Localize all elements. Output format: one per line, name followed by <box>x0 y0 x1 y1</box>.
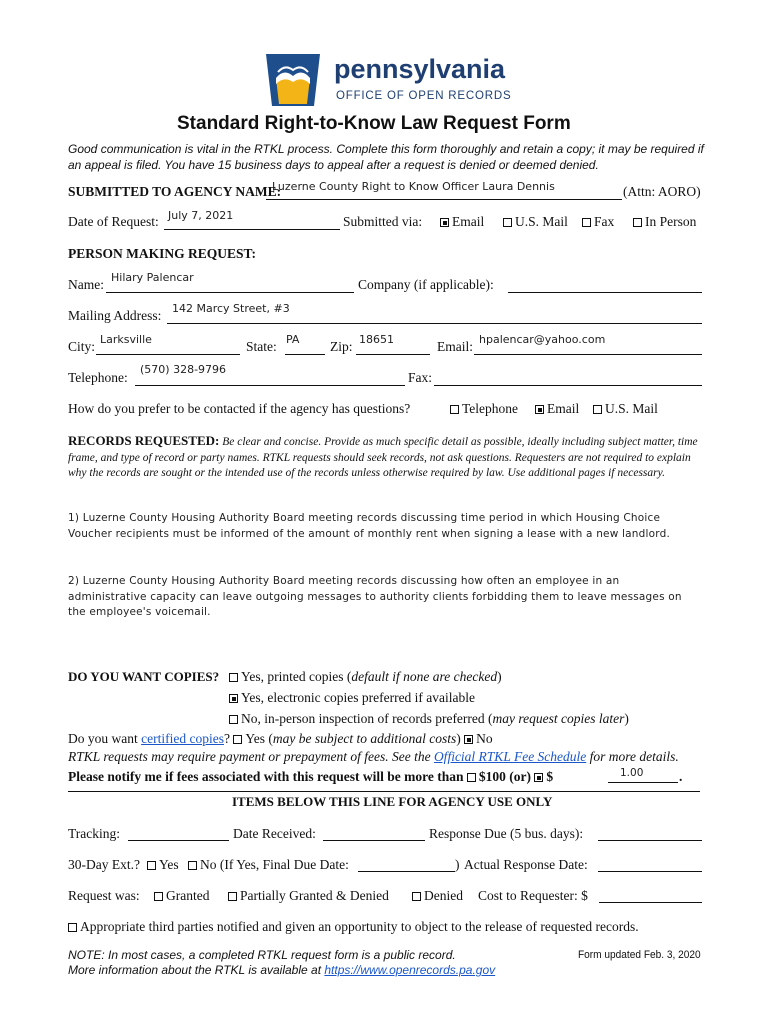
checkbox-icon[interactable] <box>593 405 602 414</box>
email-field[interactable]: hpalencar@yahoo.com <box>479 333 606 346</box>
agency-divider <box>68 791 700 792</box>
state-field[interactable]: PA <box>286 333 300 346</box>
certified-copies-link[interactable]: certified copies <box>141 731 224 746</box>
checkbox-icon[interactable] <box>503 218 512 227</box>
records-item-2: 2) Luzerne County Housing Authority Board meeting records discussing how often an employee in an administrative capacity can leave outgoing messages to authority clients forbidding them to leave messages on the employee's voicemail. <box>68 575 682 618</box>
cost-label: Cost to Requester: $ <box>478 888 588 903</box>
granted-option[interactable]: Granted <box>154 888 209 904</box>
records-block <box>68 433 704 482</box>
form-updated: Form updated Feb. 3, 2020 <box>578 949 701 961</box>
partial-option[interactable]: Partially Granted & Denied <box>228 888 389 904</box>
address-field[interactable]: 142 Marcy Street, #3 <box>172 302 290 315</box>
state-label: State: <box>246 339 277 354</box>
third-parties-option[interactable]: Appropriate third parties notified and given an opportunity to object to the release of requested records. <box>68 919 639 935</box>
logo <box>262 48 522 110</box>
name-field[interactable]: Hilary Palencar <box>111 271 194 284</box>
fax-field[interactable] <box>434 385 702 386</box>
via-in-person-option[interactable]: In Person <box>633 214 696 230</box>
footer-note: NOTE: In most cases, a completed RTKL request form is a public record. <box>68 948 456 962</box>
response-due-field[interactable] <box>598 840 702 841</box>
notify-custom-option[interactable]: $ <box>534 769 553 784</box>
footer-more-info: More information about the RTKL is available at https://www.openrecords.pa.gov <box>68 963 496 977</box>
checkbox-icon[interactable] <box>229 673 238 682</box>
checkbox-icon[interactable] <box>412 892 421 901</box>
date-label: Date of Request: <box>68 214 159 229</box>
tracking-field[interactable] <box>128 840 229 841</box>
certified-row: Do you want certified copies? Yes (may be subject to additional costs) No <box>68 731 493 746</box>
request-was-label: Request was: <box>68 888 140 903</box>
date-received-field[interactable] <box>323 840 425 841</box>
certified-no-option[interactable]: No <box>464 731 493 746</box>
checkbox-icon[interactable] <box>228 892 237 901</box>
records-item-1: 1) Luzerne County Housing Authority Board meeting records discussing time period in which Housing Choice Voucher recipients must be informed of the amount of monthly rent when signing a lease with a new landlord. <box>68 512 670 540</box>
submitted-to-label: SUBMITTED TO AGENCY NAME: <box>68 184 282 199</box>
keystone-book-icon <box>262 48 324 110</box>
date-field[interactable]: July 7, 2021 <box>168 209 234 222</box>
checkbox-icon[interactable] <box>233 735 242 744</box>
notify-row: Please notify me if fees associated with this request will be more than $100 (or) $ <box>68 769 554 784</box>
date-received-label: Date Received: <box>233 826 316 841</box>
phone-label: Telephone: <box>68 370 128 385</box>
records-description: Be clear and concise. Provide as much specific detail as possible, ideally including subject matter, time frame, and type of record or party names. RTKL requests should seek records, not ask questions. Requesters are not required to explain why the records are sought or the intended use of the records unless otherwise required by law. Use additional pages if necessary. <box>68 436 698 479</box>
checkbox-icon[interactable] <box>68 923 77 932</box>
requester-heading: PERSON MAKING REQUEST: <box>68 246 257 261</box>
fees-row: RTKL requests may require payment or prepayment of fees. See the Official RTKL Fee Schedule for more details. <box>68 749 679 764</box>
copies-inspection-option[interactable]: No, in-person inspection of records preferred (may request copies later) <box>229 711 629 727</box>
via-mail-option[interactable]: U.S. Mail <box>503 214 568 230</box>
checkbox-icon[interactable] <box>467 773 476 782</box>
form-title: Standard Right-to-Know Law Request Form <box>177 113 571 134</box>
logo-name: pennsylvania <box>334 54 506 84</box>
submitted-via-label: Submitted via: <box>343 214 423 229</box>
notify-100-option[interactable]: $100 (or) <box>467 769 531 784</box>
checkbox-icon[interactable] <box>582 218 591 227</box>
agency-name-field[interactable]: Luzerne County Right to Know Officer Laura Dennis <box>272 180 555 193</box>
via-email-option[interactable]: Email <box>440 214 484 230</box>
via-fax-option[interactable]: Fax <box>582 214 614 230</box>
address-label: Mailing Address: <box>68 308 162 323</box>
zip-field[interactable]: 18651 <box>359 333 394 346</box>
checkbox-icon[interactable] <box>147 861 156 870</box>
logo-subtitle: OFFICE OF OPEN RECORDS <box>336 90 512 102</box>
records-heading: RECORDS REQUESTED: <box>68 433 220 448</box>
checkbox-checked-icon[interactable] <box>464 735 473 744</box>
company-label: Company (if applicable): <box>358 277 494 292</box>
checkbox-icon[interactable] <box>229 715 238 724</box>
form-intro: Good communication is vital in the RTKL process. Complete this form thoroughly and retain a copy; it may be required if an appeal is filed. You have 15 business days to appeal after a request is denied or deemed denied. <box>68 142 704 172</box>
contact-mail-option[interactable]: U.S. Mail <box>593 401 658 417</box>
checkbox-checked-icon[interactable] <box>534 773 543 782</box>
tracking-label: Tracking: <box>68 826 121 841</box>
checkbox-icon[interactable] <box>633 218 642 227</box>
copies-electronic-option[interactable]: Yes, electronic copies preferred if available <box>229 690 475 706</box>
cost-field[interactable] <box>599 902 702 903</box>
denied-option[interactable]: Denied <box>412 888 463 904</box>
attn-label: (Attn: AORO) <box>623 184 701 199</box>
final-due-field[interactable] <box>358 871 455 872</box>
certified-yes-option[interactable]: Yes (may be subject to additional costs) <box>233 731 460 746</box>
email-label: Email: <box>437 339 473 354</box>
openrecords-link[interactable]: https://www.openrecords.pa.gov <box>324 963 496 977</box>
checkbox-icon[interactable] <box>450 405 459 414</box>
actual-response-field[interactable] <box>598 871 702 872</box>
notify-amount-field[interactable]: 1.00 <box>620 767 644 779</box>
actual-response-label: Actual Response Date: <box>464 857 588 872</box>
contact-question: How do you prefer to be contacted if the agency has questions? <box>68 401 411 416</box>
city-field[interactable]: Larksville <box>100 333 152 346</box>
checkbox-checked-icon[interactable] <box>229 694 238 703</box>
ext-no-option[interactable]: No (If Yes, Final Due Date: <box>188 857 349 873</box>
copies-printed-option[interactable]: Yes, printed copies (default if none are checked) <box>229 669 502 685</box>
checkbox-checked-icon[interactable] <box>440 218 449 227</box>
ext-label: 30-Day Ext.? <box>68 857 140 872</box>
company-field[interactable] <box>508 292 702 293</box>
city-label: City: <box>68 339 96 354</box>
records-textarea[interactable] <box>66 508 706 650</box>
copies-question: DO YOU WANT COPIES? <box>68 669 220 684</box>
agency-heading: ITEMS BELOW THIS LINE FOR AGENCY USE ONLY <box>232 794 553 809</box>
checkbox-icon[interactable] <box>188 861 197 870</box>
phone-field[interactable]: (570) 328-9796 <box>140 363 227 376</box>
contact-telephone-option[interactable]: Telephone <box>450 401 518 417</box>
ext-close: ) <box>455 857 460 872</box>
zip-label: Zip: <box>330 339 353 354</box>
contact-email-option[interactable]: Email <box>535 401 579 417</box>
checkbox-checked-icon[interactable] <box>535 405 544 414</box>
response-due-label: Response Due (5 bus. days): <box>429 826 584 841</box>
fee-schedule-link[interactable]: Official RTKL Fee Schedule <box>433 749 587 764</box>
checkbox-icon[interactable] <box>154 892 163 901</box>
notify-end: . <box>679 769 683 784</box>
ext-yes-option[interactable]: Yes <box>147 857 179 873</box>
name-label: Name: <box>68 277 104 292</box>
fax-label: Fax: <box>408 370 433 385</box>
